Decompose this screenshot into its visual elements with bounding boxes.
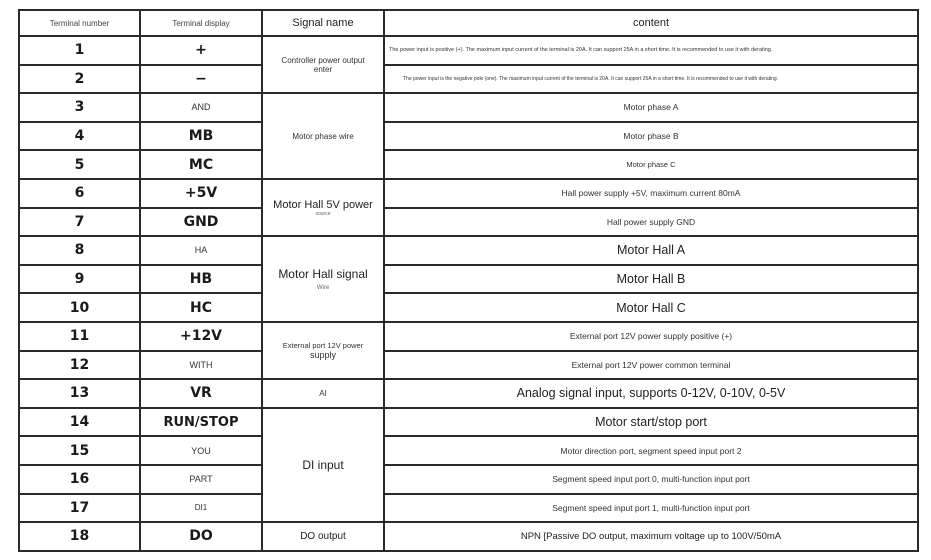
content-cell: External port 12V power supply positive (+): [384, 322, 918, 351]
content-cell: Segment speed input port 0, multi-function input port: [384, 465, 918, 494]
terminal-display: MB: [140, 122, 262, 151]
terminal-display: RUN/STOP: [140, 408, 262, 437]
terminal-display: −: [140, 65, 262, 94]
terminal-number: 11: [19, 322, 140, 351]
signal-name-line: Motor Hall signal: [278, 267, 368, 282]
table-row: [19, 150, 918, 179]
terminal-display: +: [140, 36, 262, 65]
table-row: [19, 522, 918, 551]
header-terminal-number: Terminal number: [19, 10, 140, 36]
table-row: [19, 65, 918, 94]
table-row: [19, 236, 918, 265]
content-cell: External port 12V power common terminal: [384, 351, 918, 380]
signal-name-ext-12v: [262, 322, 384, 379]
table-row: [19, 208, 918, 237]
terminal-display: HB: [140, 265, 262, 294]
header-content: content: [384, 10, 918, 36]
terminal-number: 2: [19, 65, 140, 94]
content-cell: Motor direction port, segment speed input port 2: [384, 436, 918, 465]
content-cell: Motor Hall C: [384, 293, 918, 322]
signal-name-hall-5v: [262, 179, 384, 236]
terminal-number: 17: [19, 494, 140, 523]
content-cell: Motor phase B: [384, 122, 918, 151]
signal-name-ai: AI: [262, 379, 384, 408]
signal-name-line: Motor Hall 5V power: [273, 198, 373, 211]
terminal-number: 18: [19, 522, 140, 551]
terminal-number: 6: [19, 179, 140, 208]
terminal-number: 16: [19, 465, 140, 494]
terminal-display: DO: [140, 522, 262, 551]
terminal-number: 1: [19, 36, 140, 65]
signal-name-do: DO output: [262, 522, 384, 551]
header-signal-name: Signal name: [262, 10, 384, 36]
terminal-display: +5V: [140, 179, 262, 208]
table-row: [19, 179, 918, 208]
terminal-display: +12V: [140, 322, 262, 351]
terminal-display: YOU: [140, 436, 262, 465]
terminal-number: 12: [19, 351, 140, 380]
content-cell: Motor start/stop port: [384, 408, 918, 437]
content-cell: Hall power supply +5V, maximum current 80mA: [384, 179, 918, 208]
signal-name-di: DI input: [262, 408, 384, 522]
signal-name-hall: [262, 236, 384, 322]
header-terminal-display: Terminal display: [140, 10, 262, 36]
signal-name-line: Wire: [316, 285, 330, 292]
table-row: [19, 93, 918, 122]
terminal-table: [18, 9, 919, 552]
terminal-number: 8: [19, 236, 140, 265]
content-cell: The power input is positive (+). The maximum input current of the terminal is 20A. It can support 25A in a short time. It is recommended to use it with derating.: [384, 36, 918, 65]
content-cell: Hall power supply GND: [384, 208, 918, 237]
table-row: [19, 351, 918, 380]
signal-name-line: External port 12V power: [282, 341, 364, 351]
table-row: [19, 465, 918, 494]
table-header-row: [19, 10, 918, 36]
table-row: [19, 265, 918, 294]
signal-name-line: source: [315, 210, 331, 217]
terminal-display: DI1: [140, 494, 262, 523]
table-row: [19, 122, 918, 151]
content-cell: Motor Hall B: [384, 265, 918, 294]
terminal-number: 4: [19, 122, 140, 151]
terminal-display: AND: [140, 93, 262, 122]
signal-name-line: Controller power output: [281, 55, 365, 65]
terminal-number: 13: [19, 379, 140, 408]
signal-name-line: enter: [313, 64, 333, 74]
table-row: [19, 379, 918, 408]
signal-name-line: supply: [309, 350, 336, 361]
terminal-number: 15: [19, 436, 140, 465]
content-cell: Motor phase C: [384, 150, 918, 179]
terminal-display: HA: [140, 236, 262, 265]
terminal-display: VR: [140, 379, 262, 408]
table-row: [19, 293, 918, 322]
terminal-number: 3: [19, 93, 140, 122]
content-cell: NPN [Passive DO output, maximum voltage up to 100V/50mA: [384, 522, 918, 551]
terminal-display: WITH: [140, 351, 262, 380]
terminal-number: 10: [19, 293, 140, 322]
terminal-number: 14: [19, 408, 140, 437]
terminal-number: 9: [19, 265, 140, 294]
content-cell: Analog signal input, supports 0-12V, 0-10V, 0-5V: [384, 379, 918, 408]
terminal-number: 5: [19, 150, 140, 179]
terminal-display: PART: [140, 465, 262, 494]
terminal-display: HC: [140, 293, 262, 322]
table-row: [19, 36, 918, 65]
content-cell: Segment speed input port 1, multi-function input port: [384, 494, 918, 523]
content-cell: Motor Hall A: [384, 236, 918, 265]
terminal-number: 7: [19, 208, 140, 237]
table-row: [19, 494, 918, 523]
content-cell: Motor phase A: [384, 93, 918, 122]
content-cell: The power input is the negative pole (one). The maximum input current of the terminal is 20A. It can support 25A in a short time. It is recommended to use it with derating.: [384, 65, 918, 94]
table-row: [19, 436, 918, 465]
table-row: [19, 408, 918, 437]
signal-name-phase: Motor phase wire: [262, 93, 384, 179]
table-row: [19, 322, 918, 351]
signal-name-power: [262, 36, 384, 93]
terminal-display: GND: [140, 208, 262, 237]
terminal-display: MC: [140, 150, 262, 179]
